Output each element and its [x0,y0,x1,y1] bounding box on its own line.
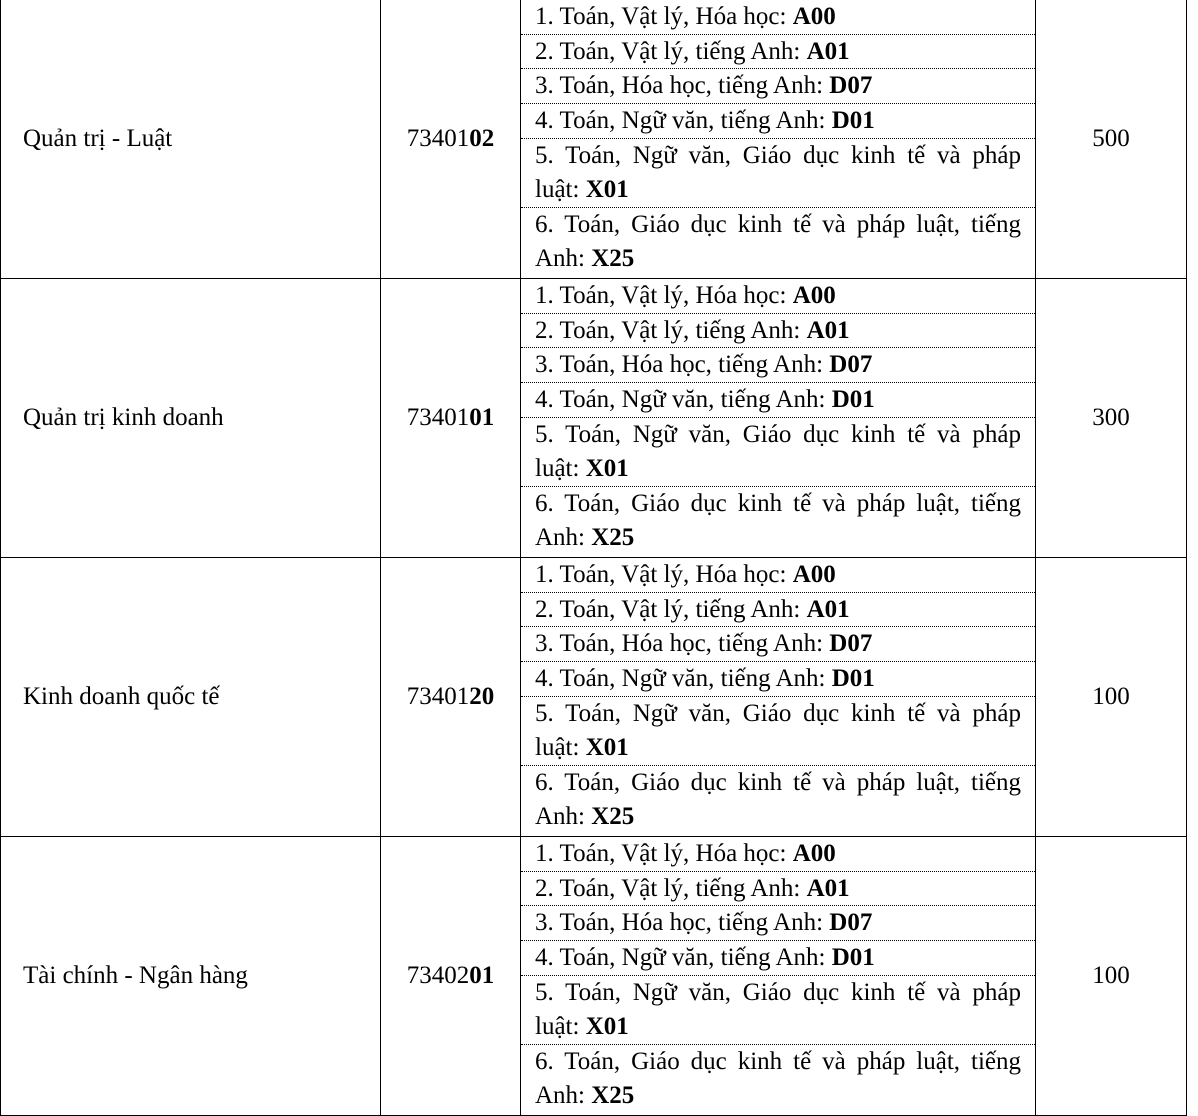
combination-item [521,348,1035,383]
combination-item [521,627,1035,662]
major-code-suffix: 02 [469,125,495,152]
subject-combinations [521,279,1036,558]
combination-code: X25 [591,803,635,831]
combination-subjects: 5. Toán, Ngữ văn, Giáo dục kinh tế và pháp luật: [535,699,1021,761]
combination-list [521,558,1035,836]
major-code [381,0,521,279]
combination-item [521,314,1035,349]
combination-code: A00 [792,282,836,309]
combination-subjects: 3. Toán, Hóa học, tiếng Anh: [535,351,830,379]
quota: 100 [1036,558,1187,837]
combination-code: A01 [806,316,850,344]
major-row [1,558,1187,837]
combination-subjects: 4. Toán, Ngữ văn, tiếng Anh: [535,386,832,414]
combination-subjects: 2. Toán, Vật lý, tiếng Anh: [535,316,807,344]
quota: 500 [1036,0,1187,279]
combination-code: D07 [829,72,873,100]
major-row [1,837,1187,1116]
combination-item [521,662,1035,697]
combination-item [521,593,1035,628]
combination-subjects: 6. Toán, Giáo dục kinh tế và pháp luật, tiếng Anh: [535,490,1021,552]
major-code-suffix: 20 [469,683,495,710]
major-name: Quản trị - Luật [1,0,381,279]
combination-subjects: 1. Toán, Vật lý, Hóa học: [535,282,793,309]
combination-code: X01 [585,454,629,482]
combination-code: X25 [591,1082,635,1110]
major-row [1,279,1187,558]
combination-subjects: 3. Toán, Hóa học, tiếng Anh: [535,909,830,937]
combination-code: X01 [585,175,629,203]
major-code [381,837,521,1116]
combination-item [521,837,1035,872]
combination-list [521,837,1035,1115]
major-code [381,558,521,837]
combination-subjects: 1. Toán, Vật lý, Hóa học: [535,3,793,30]
combination-item [521,383,1035,418]
combination-subjects: 3. Toán, Hóa học, tiếng Anh: [535,630,830,658]
combination-code: D01 [831,107,875,135]
combination-code: X25 [591,524,635,552]
combination-code: D07 [829,351,873,379]
subject-combinations [521,558,1036,837]
major-row [1,0,1187,279]
combination-item [521,139,1035,208]
major-code-prefix: 73402 [406,962,470,989]
combination-item [521,558,1035,593]
combination-list [521,0,1035,278]
combination-subjects: 5. Toán, Ngữ văn, Giáo dục kinh tế và pháp luật: [535,420,1021,482]
combination-item [521,697,1035,766]
combination-item [521,0,1035,35]
combination-subjects: 1. Toán, Vật lý, Hóa học: [535,840,793,867]
combination-item [521,487,1035,557]
combination-item [521,906,1035,941]
major-code-prefix: 73401 [406,683,470,710]
combination-code: X25 [591,245,635,273]
combination-subjects: 6. Toán, Giáo dục kinh tế và pháp luật, tiếng Anh: [535,1048,1021,1110]
combination-code: D07 [829,630,873,658]
combination-code: X01 [585,733,629,761]
major-name: Tài chính - Ngân hàng [1,837,381,1116]
combination-item [521,941,1035,976]
combination-subjects: 3. Toán, Hóa học, tiếng Anh: [535,72,830,100]
major-name: Quản trị kinh doanh [1,279,381,558]
combination-code: A01 [806,595,850,623]
combination-item [521,279,1035,314]
combination-subjects: 6. Toán, Giáo dục kinh tế và pháp luật, tiếng Anh: [535,769,1021,831]
combination-subjects: 2. Toán, Vật lý, tiếng Anh: [535,595,807,623]
major-code-suffix: 01 [469,962,495,989]
combination-subjects: 4. Toán, Ngữ văn, tiếng Anh: [535,107,832,135]
quota: 100 [1036,837,1187,1116]
combination-item [521,976,1035,1045]
quota: 300 [1036,279,1187,558]
combination-code: D01 [831,944,875,972]
major-name: Kinh doanh quốc tế [1,558,381,837]
combination-item [521,872,1035,907]
major-code [381,279,521,558]
combination-subjects: 6. Toán, Giáo dục kinh tế và pháp luật, tiếng Anh: [535,211,1021,273]
combination-code: A00 [792,3,836,30]
combination-item [521,1045,1035,1115]
combination-item [521,104,1035,139]
combination-code: A00 [792,840,836,867]
combination-item [521,208,1035,278]
combination-subjects: 5. Toán, Ngữ văn, Giáo dục kinh tế và pháp luật: [535,978,1021,1040]
combination-subjects: 4. Toán, Ngữ văn, tiếng Anh: [535,944,832,972]
combination-code: D01 [831,665,875,693]
subject-combinations [521,0,1036,279]
combination-code: A01 [806,37,850,65]
combination-code: D01 [831,386,875,414]
major-code-suffix: 01 [469,404,495,431]
combination-subjects: 2. Toán, Vật lý, tiếng Anh: [535,37,807,65]
combination-code: A01 [806,874,850,902]
major-code-prefix: 73401 [406,125,470,152]
combination-code: D07 [829,909,873,937]
combination-item [521,766,1035,836]
combination-subjects: 2. Toán, Vật lý, tiếng Anh: [535,874,807,902]
combination-code: X01 [585,1012,629,1040]
admission-table-body [1,0,1187,1116]
combination-item [521,35,1035,70]
combination-code: A00 [792,561,836,588]
combination-subjects: 4. Toán, Ngữ văn, tiếng Anh: [535,665,832,693]
subject-combinations [521,837,1036,1116]
combination-item [521,69,1035,104]
combination-item [521,418,1035,487]
major-code-prefix: 73401 [406,404,470,431]
combination-list [521,279,1035,557]
combination-subjects: 1. Toán, Vật lý, Hóa học: [535,561,793,588]
combination-subjects: 5. Toán, Ngữ văn, Giáo dục kinh tế và pháp luật: [535,141,1021,203]
